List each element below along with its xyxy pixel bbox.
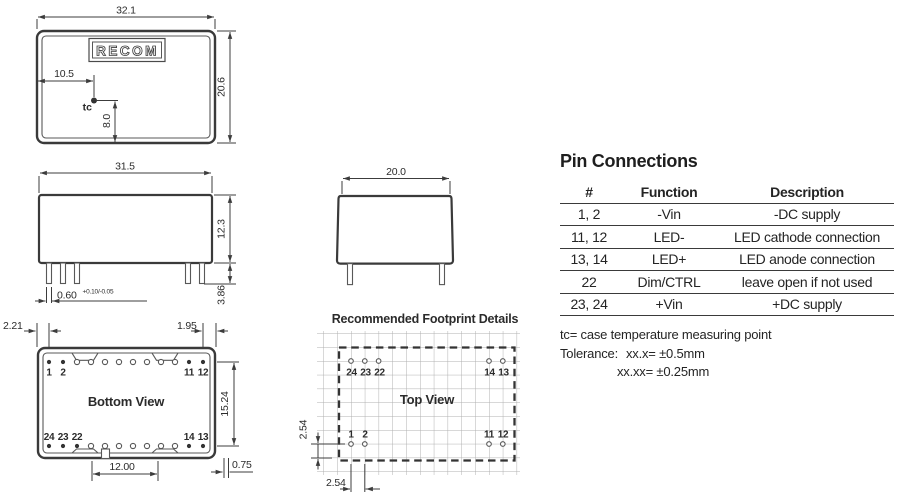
hole-dot	[88, 443, 93, 448]
table-row	[560, 203, 894, 226]
dim-label: 12.00	[109, 461, 135, 473]
front-view-drawing	[337, 166, 453, 285]
tc-label: tc	[82, 101, 92, 114]
pin-cell: 23, 24	[560, 293, 618, 316]
tolerance-value-2: xx.xx= ±0.25mm	[617, 364, 710, 380]
hole-dot	[363, 359, 368, 364]
dim-pin-offset	[211, 458, 253, 478]
pin-number: 12	[197, 367, 209, 379]
pin-dot	[187, 360, 191, 364]
tolerance-label: Tolerance:	[560, 345, 618, 361]
hole-dot	[102, 443, 107, 448]
recom-logo-text: RECOM	[96, 43, 159, 59]
hole-dot	[501, 359, 506, 364]
hole-dot	[116, 443, 121, 448]
function-cell: Dim/CTRL	[618, 271, 720, 294]
description-cell: +DC supply	[720, 293, 894, 316]
hole-dot	[144, 443, 149, 448]
function-cell: LED-	[618, 226, 720, 249]
pin-number: 24	[346, 367, 357, 379]
table-header-row	[560, 181, 894, 203]
dim-front-width	[342, 166, 450, 194]
hole-dot	[363, 442, 368, 447]
pin-cell: 11, 12	[560, 226, 618, 249]
header-description: Description	[720, 181, 894, 203]
bottom-view-drawing	[3, 320, 253, 481]
pin-cell: 22	[560, 271, 618, 294]
pin-number: 22	[71, 432, 83, 443]
tolerance-row-1	[560, 345, 894, 364]
header-function: Function	[618, 181, 720, 203]
bottom-view-label: Bottom View	[87, 394, 165, 409]
hole-dot	[376, 359, 381, 364]
dim-label: 20.6	[215, 77, 228, 97]
table-row	[560, 248, 894, 271]
pin-dot	[201, 360, 205, 364]
hole-dot	[130, 359, 135, 364]
pin-number: 22	[374, 367, 385, 379]
hole-dot	[102, 359, 107, 364]
pin-cell: 1, 2	[560, 203, 618, 226]
dim-pin-width	[35, 287, 147, 303]
notes-block	[560, 326, 894, 382]
hole-dot	[158, 443, 163, 448]
dim-pin-span	[92, 461, 158, 481]
recom-logo	[89, 39, 165, 62]
front-body-outline	[337, 196, 453, 264]
hole-dot	[349, 359, 354, 364]
dim-label: 0.75	[232, 459, 252, 471]
hole-dot	[349, 442, 354, 447]
top-view-label: Top View	[399, 392, 455, 407]
pin-number: 2	[362, 429, 368, 441]
dim-label: 2.21	[3, 320, 23, 332]
hole-dot	[88, 359, 93, 364]
dim-label: 1.95	[177, 320, 197, 332]
pin-connections-title: Pin Connections	[560, 151, 698, 171]
table-row	[560, 271, 894, 294]
hole-dot	[172, 359, 177, 364]
hole-dot	[130, 443, 135, 448]
description-cell: LED anode connection	[720, 248, 894, 271]
pin-number: 2	[60, 367, 66, 379]
hole-dot	[158, 359, 163, 364]
footprint-title: Recommended Footprint Details	[331, 312, 519, 326]
dim-label: 2.54	[297, 419, 310, 440]
pin-number: 1	[348, 429, 354, 441]
pin-number: 23	[57, 432, 69, 443]
pin-number: 12	[497, 429, 509, 441]
pin-number: 23	[360, 367, 371, 379]
dim-edge-to-pin-right	[177, 320, 228, 347]
dim-pin-length	[204, 264, 236, 305]
dim-case-height	[216, 31, 237, 143]
side-view-pins	[47, 263, 205, 284]
dim-label: 2.54	[326, 477, 346, 489]
pin-connections-panel	[560, 151, 894, 382]
dim-side-width	[39, 161, 212, 194]
footprint-drawing	[298, 312, 521, 492]
pin-dot	[201, 444, 205, 448]
dim-label: 3.86	[215, 285, 228, 305]
hole-dot	[501, 442, 506, 447]
dim-label: 31.5	[115, 160, 135, 173]
side-view-drawing	[35, 161, 236, 305]
pin-dot	[61, 444, 65, 448]
function-cell: +Vin	[618, 293, 720, 316]
function-cell: -Vin	[618, 203, 720, 226]
pin-number: 11	[184, 367, 194, 379]
pin-number: 1	[46, 367, 52, 379]
pin-dot	[47, 444, 51, 448]
header-number: #	[560, 181, 618, 203]
pin-cell: 13, 14	[560, 248, 618, 271]
dim-case-width	[37, 5, 215, 30]
hole-dot	[487, 359, 492, 364]
side-body-outline	[39, 195, 212, 263]
dim-side-height	[214, 195, 236, 263]
pin-number: 14	[484, 367, 495, 379]
dim-row-spacing	[217, 362, 239, 446]
dim-edge-to-pin-left	[3, 320, 61, 347]
pin-dot	[75, 444, 79, 448]
pin-number: 24	[43, 432, 55, 443]
tolerance-value-1: xx.x= ±0.5mm	[626, 345, 705, 361]
hole-dot	[144, 359, 149, 364]
pin-dot	[47, 360, 51, 364]
dim-label: 12.3	[215, 219, 228, 239]
dim-label: 10.5	[54, 68, 74, 80]
tc-note: tc= case temperature measuring point	[560, 327, 772, 342]
description-cell: -DC supply	[720, 203, 894, 226]
function-cell: LED+	[618, 248, 720, 271]
pin-number: 13	[498, 367, 509, 379]
top-view-drawing	[37, 5, 236, 144]
pin-connections-table	[560, 181, 894, 316]
pin-number: 11	[484, 429, 494, 441]
pin-dot	[187, 444, 191, 448]
hole-dot	[74, 359, 79, 364]
pin-number: 13	[197, 432, 209, 443]
description-cell: LED cathode connection	[720, 226, 894, 249]
front-view-pins	[348, 264, 445, 285]
tolerance-row-2	[617, 363, 894, 382]
pin-number: 14	[183, 432, 195, 443]
table-row	[560, 293, 894, 316]
pin-dot	[61, 360, 65, 364]
hole-dot	[116, 359, 121, 364]
dim-label: 0.60	[57, 289, 77, 302]
table-row	[560, 226, 894, 249]
dim-label: 8.0	[101, 114, 113, 128]
dim-label: 32.1	[116, 4, 136, 17]
dim-label: 20.0	[386, 166, 406, 178]
hole-dot	[172, 443, 177, 448]
hole-dot	[487, 442, 492, 447]
dim-label: 15.24	[219, 391, 231, 417]
dim-tolerance-label: +0.10/-0.05	[82, 288, 114, 296]
description-cell: leave open if not used	[720, 271, 894, 294]
